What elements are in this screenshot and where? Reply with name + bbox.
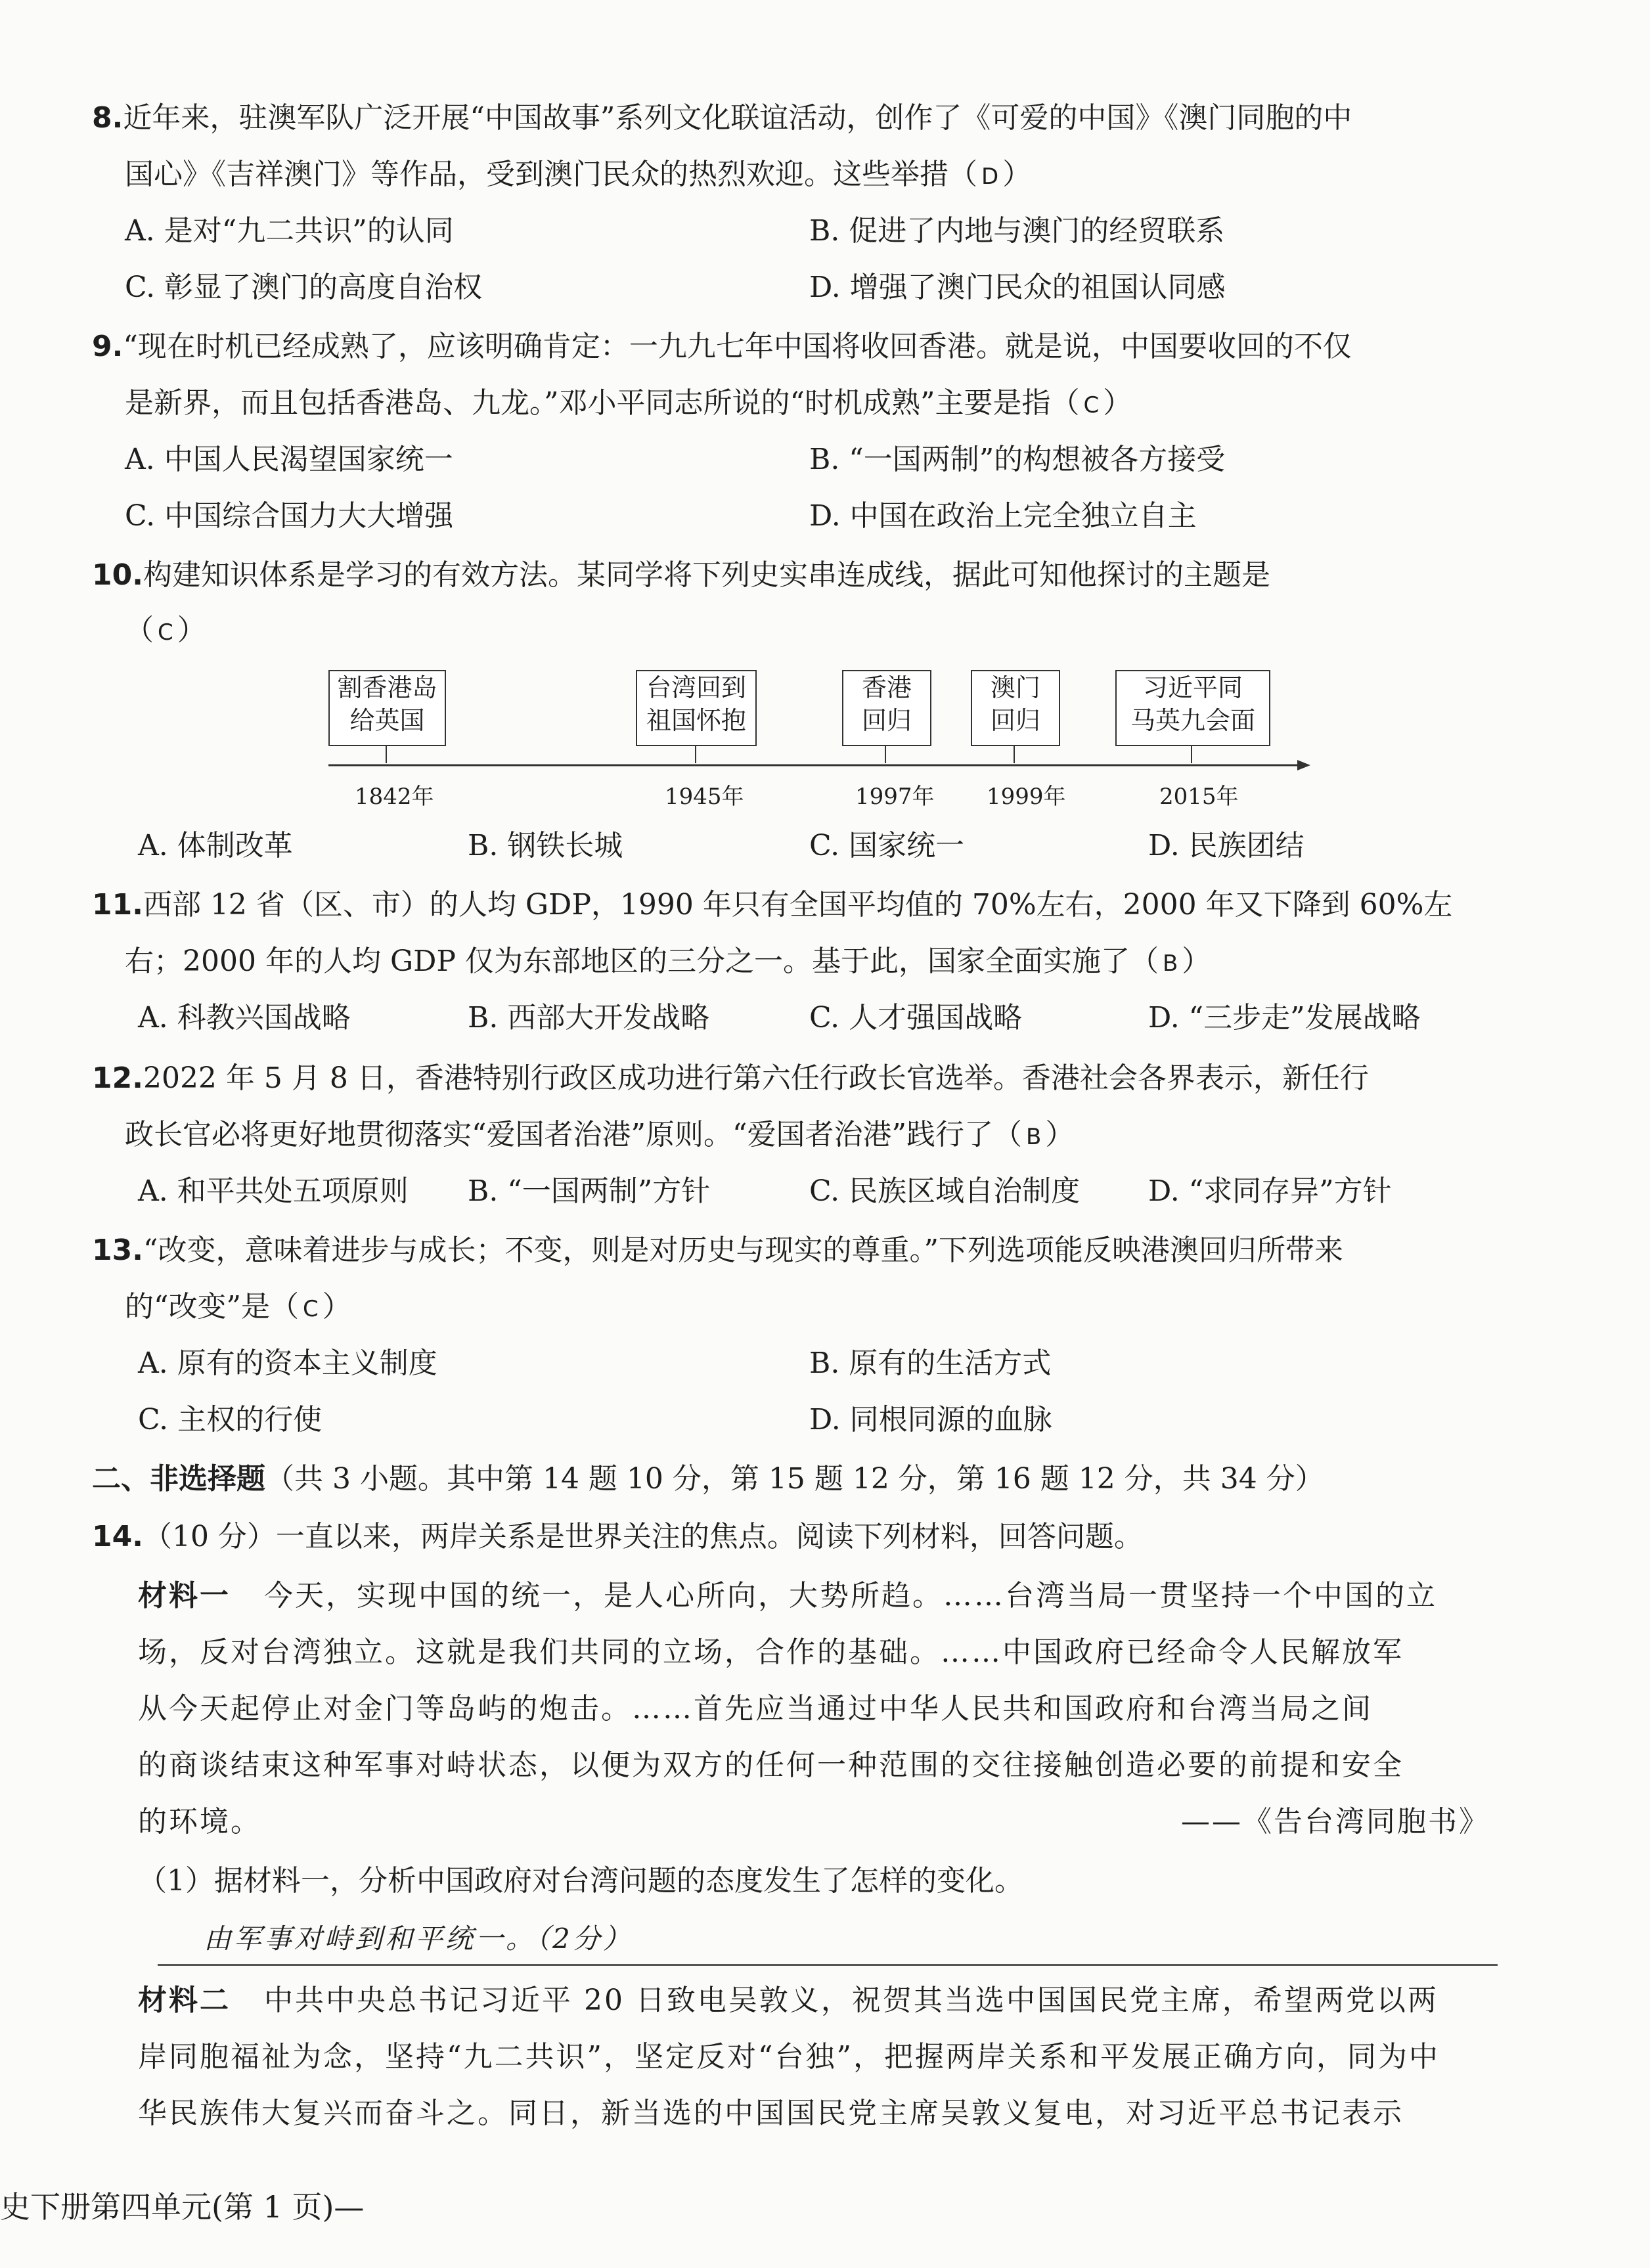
q14-stem-text: （10 分）一直以来，两岸关系是世界关注的焦点。阅读下列材料，回答问题。 — [143, 1520, 1143, 1553]
q11-line2 — [125, 942, 1211, 983]
q11-line1 — [92, 885, 1452, 925]
q12-text1: 2022 年 5 月 8 日，香港特别行政区成功进行第六任行政长官选举。香港社会各界表示，新任行 — [143, 1061, 1369, 1095]
q10-option-d: D. 民族团结 — [1148, 829, 1304, 862]
q9-close-paren: ） — [1103, 386, 1132, 420]
q13-option-c: C. 主权的行使 — [138, 1403, 323, 1436]
q12-line2 — [125, 1115, 1074, 1157]
timeline-event-1997-line1: 香港 — [861, 673, 912, 702]
q9-answer: C — [1083, 392, 1100, 418]
q8-option-a: A. 是对“九二共识”的认同 — [125, 214, 454, 248]
q9-number: 9. — [92, 330, 123, 363]
timeline-event-1945-line1: 台湾回到 — [646, 673, 746, 702]
q14-material2-line2: 岸同胞福祉为念，坚持“九二共识”，坚定反对“台独”，把握两岸关系和平发展正确方向，同为中 — [138, 2040, 1440, 2074]
q11-number: 11. — [92, 888, 143, 922]
q14-material2-text1: 中共中央总书记习近平 20 日致电吴敦义，祝贺其当选中国国民党主席，希望两党以两 — [263, 1984, 1438, 2017]
q12-option-b: B. “一国两制”方针 — [468, 1174, 711, 1208]
q11-option-d: D. “三步走”发展战略 — [1148, 1001, 1421, 1034]
q12-answer: B — [1025, 1124, 1042, 1150]
q10-answer: C — [158, 619, 173, 646]
timeline-event-2015 — [1115, 670, 1270, 746]
q8-option-b: B. 促进了内地与澳门的经贸联系 — [809, 214, 1225, 248]
q13-text2: 的“改变”是（ — [125, 1290, 299, 1323]
q9-option-c: C. 中国综合国力大大增强 — [125, 499, 454, 533]
timeline-event-2015-line1: 习近平同 — [1142, 673, 1243, 702]
q13-close-paren: ） — [322, 1290, 351, 1323]
timeline-tick-2015 — [1191, 745, 1192, 763]
q8-answer: D — [981, 164, 999, 190]
q11-text1: 西部 12 省（区、市）的人均 GDP，1990 年只有全国平均值的 70%左右，2000 年又下降到 60%左 — [143, 888, 1453, 922]
q14-material1-label: 材料一 — [138, 1579, 231, 1612]
timeline-year-1997: 1997年 — [855, 784, 935, 810]
timeline-year-1999: 1999年 — [987, 784, 1066, 810]
q11-option-b: B. 西部大开发战略 — [468, 1001, 710, 1034]
q8-option-d: D. 增强了澳门民众的祖国认同感 — [809, 271, 1226, 304]
q8-option-c: C. 彰显了澳门的高度自治权 — [125, 271, 483, 304]
q12-line1 — [92, 1059, 1369, 1098]
q11-close-paren: ） — [1182, 945, 1211, 978]
timeline-event-1842-line1: 割香港岛 — [337, 673, 437, 702]
q14-material2-line3: 华民族伟大复兴而奋斗之。同日，新当选的中国国民党主席吴敦义复电，对习近平总书记表示 — [138, 2097, 1404, 2130]
timeline-event-1997 — [842, 670, 931, 746]
q14-sub1-question: （1）据材料一，分析中国政府对台湾问题的态度发生了怎样的变化。 — [138, 1864, 1023, 1898]
q12-number: 12. — [92, 1061, 143, 1095]
q11-option-c: C. 人才强国战略 — [809, 1001, 1023, 1034]
q12-option-a: A. 和平共处五项原则 — [138, 1174, 409, 1208]
q14-material1-text1: 今天，实现中国的统一，是人心所向，大势所趋。……台湾当局一贯坚持一个中国的立 — [263, 1579, 1437, 1612]
timeline-event-1999-line1: 澳门 — [990, 673, 1040, 702]
q10-option-a: A. 体制改革 — [138, 829, 293, 862]
q8-text2: 国心》《吉祥澳门》等作品，受到澳门民众的热烈欢迎。这些举措（ — [125, 158, 977, 191]
section2-desc: （共 3 小题。其中第 14 题 10 分，第 15 题 12 分，第 16 题 12 分，共 34 分） — [265, 1462, 1324, 1496]
timeline-axis — [0, 0, 1650, 841]
q10-text1: 构建知识体系是学习的有效方法。某同学将下列史实串连成线，据此可知他探讨的主题是 — [143, 558, 1270, 592]
q14-material1-line2: 场，反对台湾独立。这就是我们共同的立场，合作的基础。……中国政府已经命令人民解放军 — [138, 1635, 1404, 1669]
q12-option-c: C. 民族区域自治制度 — [809, 1174, 1081, 1208]
timeline-tick-1999 — [1014, 745, 1015, 763]
q11-option-a: A. 科教兴国战略 — [138, 1001, 351, 1034]
timeline-event-2015-line2: 马英九会面 — [1130, 706, 1255, 735]
q14-material1-line4: 的商谈结束这种军事对峙状态，以便为双方的任何一种范围的交往接触创造必要的前提和安全 — [138, 1748, 1404, 1782]
section2-title: 二、非选择题 — [92, 1462, 265, 1496]
q14-stem — [92, 1517, 1143, 1557]
q13-text1: “改变，意味着进步与成长；不变，则是对历史与现实的尊重。”下列选项能反映港澳回归所带来 — [143, 1234, 1343, 1267]
q9-option-d: D. 中国在政治上完全独立自主 — [809, 499, 1197, 533]
timeline-tick-1842 — [386, 745, 387, 763]
q8-text1: 近年来，驻澳军队广泛开展“中国故事”系列文化联谊活动，创作了《可爱的中国》《澳门同胞的中 — [123, 101, 1352, 135]
q9-text2: 是新界，而且包括香港岛、九龙。”邓小平同志所说的“时机成熟”主要是指（ — [125, 386, 1080, 420]
timeline-year-1945: 1945年 — [665, 784, 744, 810]
q12-option-d: D. “求同存异”方针 — [1148, 1174, 1392, 1208]
q10-option-b: B. 钢铁长城 — [468, 829, 623, 862]
q10-number: 10. — [92, 558, 143, 592]
q12-close-paren: ） — [1045, 1118, 1075, 1151]
q14-material1-line1 — [138, 1576, 1437, 1616]
timeline-tick-1945 — [695, 745, 696, 763]
q14-material1-line3: 从今天起停止对金门等岛屿的炮击。……首先应当通过中华人民共和国政府和台湾当局之间 — [138, 1692, 1373, 1725]
q10-option-c: C. 国家统一 — [809, 829, 965, 862]
q13-line2 — [125, 1287, 351, 1329]
q11-answer: B — [1162, 950, 1178, 977]
q13-option-b: B. 原有的生活方式 — [809, 1346, 1052, 1380]
timeline-event-1842 — [328, 670, 446, 746]
page-footer: 史下册第四单元(第 1 页)— — [0, 2189, 365, 2225]
timeline-tick-1997 — [885, 745, 886, 763]
q8-close-paren: ） — [1002, 158, 1032, 191]
q13-number: 13. — [92, 1234, 143, 1267]
timeline-year-1842: 1842年 — [355, 784, 434, 810]
q14-material2-line1 — [138, 1981, 1438, 2020]
q12-text2: 政长官必将更好地贯彻落实“爱国者治港”原则。“爱国者治港”践行了（ — [125, 1118, 1022, 1151]
timeline-event-1999 — [971, 670, 1060, 746]
timeline-event-1999-line2: 回归 — [990, 706, 1040, 735]
q9-option-b: B. “一国两制”的构想被各方接受 — [809, 443, 1226, 476]
q14-material2-label: 材料二 — [138, 1984, 231, 2017]
timeline-year-2015: 2015年 — [1159, 784, 1239, 810]
timeline-event-1842-line2: 给英国 — [349, 706, 425, 735]
q10-close-paren: ） — [177, 613, 206, 647]
q10-open-paren: （ — [125, 613, 154, 647]
q9-option-a: A. 中国人民渴望国家统一 — [125, 443, 453, 476]
timeline-event-1997-line2: 回归 — [861, 706, 912, 735]
timeline-event-1945-line2: 祖国怀抱 — [646, 706, 746, 735]
q14-sub1-answer: 由军事对峙到和平统一。（2分） — [204, 1923, 633, 1955]
q13-option-a: A. 原有的资本主义制度 — [138, 1346, 437, 1380]
q13-line1 — [92, 1231, 1343, 1270]
q13-option-d: D. 同根同源的血脉 — [809, 1403, 1052, 1436]
q8-number: 8. — [92, 101, 123, 135]
section2-heading — [92, 1459, 1324, 1499]
timeline-event-1945 — [636, 670, 757, 746]
q14-number: 14. — [92, 1520, 143, 1553]
q9-text1: “现在时机已经成熟了，应该明确肯定：一九九七年中国将收回香港。就是说，中国要收回的不仅 — [123, 330, 1352, 363]
q11-text2: 右；2000 年的人均 GDP 仅为东部地区的三分之一。基于此，国家全面实施了（ — [125, 945, 1159, 978]
answer-underline — [158, 1964, 1498, 1966]
q14-material1-line5: 的环境。 — [138, 1805, 261, 1838]
q13-answer: C — [303, 1296, 319, 1322]
q14-material1-source: ——《告台湾同胞书》 — [1181, 1805, 1490, 1838]
